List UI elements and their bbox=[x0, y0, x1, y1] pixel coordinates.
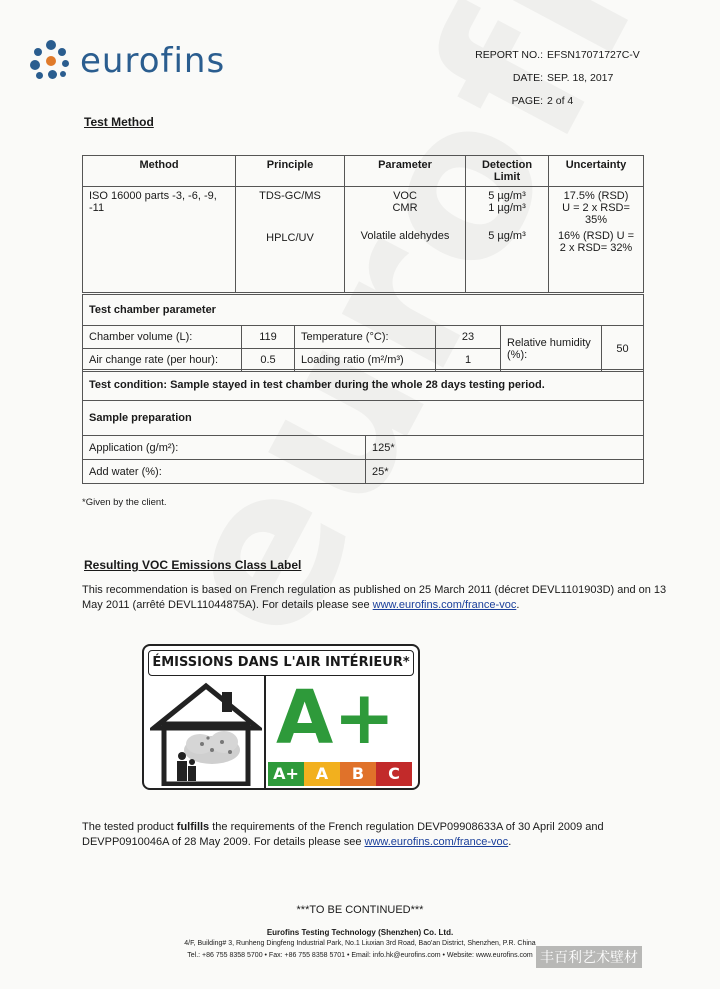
air-change-value: 0.5 bbox=[242, 349, 295, 372]
test-condition: Test condition: Sample stayed in test chamber during the whole 28 days testing period. bbox=[89, 379, 545, 391]
method-table bbox=[82, 155, 644, 293]
emissions-label bbox=[142, 644, 420, 790]
limit-aldehydes: 5 µg/m³ bbox=[488, 230, 526, 242]
uncertainty-1a: 17.5% (RSD) bbox=[563, 190, 629, 202]
humidity-value: 50 bbox=[602, 326, 644, 372]
air-change-label: Air change rate (per hour): bbox=[83, 349, 242, 372]
parameter-cmr: CMR bbox=[392, 202, 418, 214]
application-value: 125* bbox=[366, 436, 644, 460]
detection-limit-header: Detection Limit bbox=[466, 156, 549, 187]
limit-cmr: 1 µg/m³ bbox=[488, 202, 526, 214]
condition-box bbox=[82, 369, 644, 401]
uncertainty-cell bbox=[549, 187, 644, 293]
loading-value: 1 bbox=[436, 349, 501, 372]
method-cell: ISO 16000 parts -3, -6, -9, -11 bbox=[83, 187, 236, 293]
fulfil-link[interactable]: www.eurofins.com/france-voc bbox=[364, 836, 509, 848]
limit-cell bbox=[466, 187, 549, 293]
uncertainty-2: 16% (RSD) U = 2 x RSD= 32% bbox=[557, 230, 635, 254]
water-value: 25* bbox=[366, 460, 644, 484]
parameter-cell bbox=[345, 187, 466, 293]
scale-b: B bbox=[340, 762, 376, 786]
voc-text: This recommendation is based on French regulation as published on 25 March 2011 (décret DEVL1101903D) and on 13 May 2011 (arrêté DEVL11044875A). For details please see bbox=[82, 584, 667, 611]
sample-table bbox=[82, 435, 644, 484]
grade-value: A+ bbox=[276, 675, 396, 761]
temperature-value: 23 bbox=[436, 326, 501, 349]
application-label: Application (g/m²): bbox=[83, 436, 366, 460]
page-number: 2 of 4 bbox=[547, 95, 574, 107]
chamber-title: Test chamber parameter bbox=[89, 304, 216, 316]
report-no: EFSN17071727C-V bbox=[547, 49, 640, 61]
sample-title-box bbox=[82, 400, 644, 436]
client-note: *Given by the client. bbox=[82, 497, 167, 508]
logo-dots-icon bbox=[30, 40, 72, 82]
volume-value: 119 bbox=[242, 326, 295, 349]
voc-text-end: . bbox=[516, 599, 520, 611]
chamber-table bbox=[82, 325, 644, 372]
report-info bbox=[455, 44, 640, 113]
fulfil-text-end: . bbox=[508, 836, 512, 848]
voc-paragraph bbox=[82, 583, 672, 613]
wechat-watermark: 丰百利艺术壁材 bbox=[536, 946, 642, 968]
logo-text: eurofins bbox=[80, 41, 226, 81]
temperature-label: Temperature (°C): bbox=[295, 326, 436, 349]
house-icon bbox=[150, 678, 262, 786]
sample-title: Sample preparation bbox=[89, 412, 192, 424]
uncertainty-header: Uncertainty bbox=[549, 156, 644, 187]
humidity-label: Relative humidity (%): bbox=[501, 326, 602, 372]
label-title: ÉMISSIONS DANS L'AIR INTÉRIEUR* bbox=[148, 650, 414, 676]
report-no-label: REPORT NO.: bbox=[475, 49, 543, 61]
fulfil-text-a: The tested product bbox=[82, 821, 177, 833]
principle-2: HPLC/UV bbox=[266, 232, 314, 244]
limit-voc: 5 µg/m³ bbox=[488, 190, 526, 202]
date-label: DATE: bbox=[512, 72, 543, 84]
parameter-aldehydes: Volatile aldehydes bbox=[360, 230, 450, 242]
principle-header: Principle bbox=[236, 156, 345, 187]
test-method-title: Test Method bbox=[84, 115, 154, 129]
label-divider bbox=[264, 676, 266, 788]
scale-c: C bbox=[376, 762, 412, 786]
company-contact: Tel.: +86 755 8358 5700 • Fax: +86 755 8358 5701 • Email: info.hk@eurofins.com • Website: www.eurofins.com bbox=[187, 952, 533, 959]
fulfil-text-b: the requirements of the French regulation DEVP09908633A of 30 April 2009 and DEVPP0910046A of 28 May 2009. For details please see bbox=[82, 821, 604, 848]
company-address: 4/F, Building# 3, Runheng Dingfeng Industrial Park, No.1 Liuxian 3rd Road, Bao'an District, Shenzhen, P.R. China bbox=[184, 940, 536, 947]
parameter-voc: VOC bbox=[393, 190, 417, 202]
chamber-title-box bbox=[82, 294, 644, 326]
fulfil-bold: fulfills bbox=[176, 821, 210, 833]
page-label: PAGE: bbox=[511, 95, 543, 107]
principle-cell bbox=[236, 187, 345, 293]
report-date: SEP. 18, 2017 bbox=[547, 72, 614, 84]
principle-1: TDS-GC/MS bbox=[259, 190, 321, 202]
scale-a-plus: A+ bbox=[268, 762, 304, 786]
grade-scale bbox=[268, 762, 412, 786]
uncertainty-1b: U = 2 x RSD= 35% bbox=[562, 202, 630, 226]
continued-note: ***TO BE CONTINUED*** bbox=[296, 904, 424, 916]
company-name: Eurofins Testing Technology (Shenzhen) Co. Ltd. bbox=[266, 928, 454, 937]
volume-label: Chamber volume (L): bbox=[83, 326, 242, 349]
scale-a: A bbox=[304, 762, 340, 786]
eurofins-logo bbox=[30, 40, 225, 82]
parameter-header: Parameter bbox=[345, 156, 466, 187]
voc-title: Resulting VOC Emissions Class Label bbox=[84, 558, 302, 572]
water-label: Add water (%): bbox=[83, 460, 366, 484]
fulfils-paragraph bbox=[82, 820, 672, 850]
voc-link[interactable]: www.eurofins.com/france-voc bbox=[372, 599, 517, 611]
loading-label: Loading ratio (m²/m³) bbox=[295, 349, 436, 372]
method-header: Method bbox=[83, 156, 236, 187]
